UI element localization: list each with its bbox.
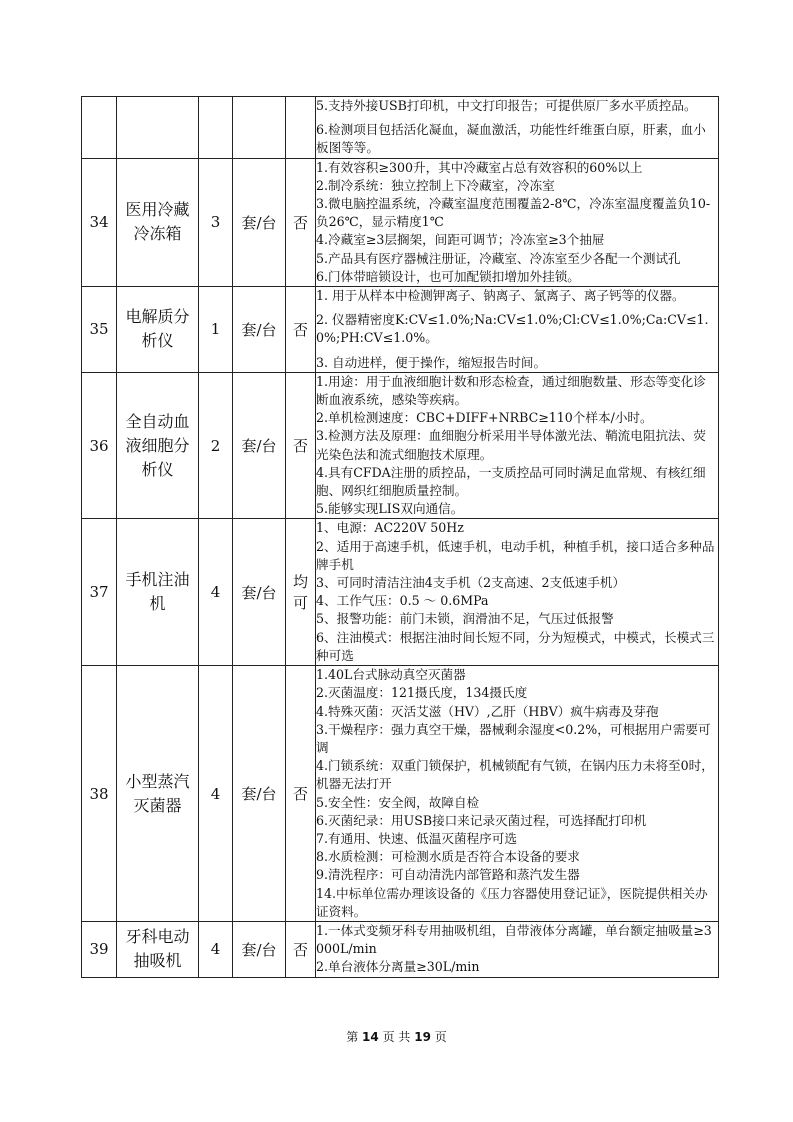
device-name-cell — [117, 921, 199, 977]
spec-cell — [316, 921, 719, 977]
quantity-cell — [199, 287, 233, 373]
spec-item: 4.门锁系统：双重门锁保护，机械锁配有气锁，在锅内压力未将至0时，机器无法打开 — [316, 758, 714, 792]
spec-item: 4、工作气压：0.5 ～ 0.6MPa — [316, 593, 489, 609]
table-row — [82, 287, 719, 373]
device-name: 手机注油机 — [125, 570, 190, 614]
footer-middle: 页 共 — [382, 1030, 411, 1044]
quantity: 4 — [210, 940, 221, 959]
import-allowed-cell — [286, 287, 316, 373]
table-body — [82, 97, 719, 978]
row-number: 35 — [89, 320, 109, 339]
spec-item: 14.中标单位需办理该设备的《压力容器使用登记证》，医院提供相关办证资料。 — [316, 885, 708, 919]
row-number: 38 — [89, 784, 109, 803]
spec-cell — [316, 97, 719, 159]
table-row — [82, 372, 719, 519]
footer-suffix: 页 — [434, 1030, 447, 1044]
unit-cell — [233, 519, 286, 666]
spec-item: 4.特殊灭菌：灭活艾滋（HV）,乙肝（HBV）疯牛病毒及芽孢 — [316, 703, 659, 719]
import-allowed: 否 — [292, 213, 308, 232]
row-number: 36 — [89, 436, 109, 455]
spec-item: 5.支持外接USB打印机，中文打印报告；可提供原厂多水平质控品。 — [316, 98, 697, 113]
footer-total-pages: 19 — [414, 1030, 431, 1044]
spec-item: 2.单台液体分离量≥30L/min — [316, 959, 480, 975]
spec-item: 4.冷藏室≥3层搁架，间距可调节；冷冻室≥3个抽屉 — [316, 232, 605, 248]
unit: 套/台 — [241, 785, 277, 804]
spec-item: 4.具有CFDA注册的质控品，一支质控品可同时满足血常规、有核红细胞、网织红细胞质量控制。 — [316, 464, 706, 499]
row-number-cell — [82, 97, 117, 159]
spec-item: 1、电源：AC220V 50Hz — [316, 520, 464, 536]
import-allowed-cell — [286, 519, 316, 666]
import-allowed-cell — [286, 158, 316, 286]
page-footer — [0, 1028, 793, 1045]
spec-item: 3.检测方法及原理：血细胞分析采用半导体激光法、鞘流电阻抗法、荧光染色法和流式细胞技术原理。 — [316, 428, 706, 462]
footer-prefix: 第 — [346, 1030, 359, 1044]
spec-item: 6、注油模式：根据注油时间长短不同，分为短模式，中模式，长模式三种可选 — [316, 629, 715, 663]
device-name-cell — [117, 519, 199, 666]
quantity-cell — [199, 97, 233, 159]
device-name: 小型蒸汽灭菌器 — [125, 771, 190, 815]
spec-cell — [316, 287, 719, 373]
unit: 套/台 — [241, 320, 277, 339]
table-row — [82, 519, 719, 666]
quantity-cell — [199, 372, 233, 519]
unit-cell — [233, 287, 286, 373]
spec-item: 1. 用于从样本中检测钾离子、钠离子、氯离子、离子钙等的仪器。 — [316, 288, 685, 304]
table-row — [82, 666, 719, 922]
import-allowed-cell — [286, 666, 316, 922]
spec-item: 6.灭菌纪录：用USB接口来记录灭菌过程，可选择配打印机 — [316, 812, 647, 828]
row-number-cell — [82, 158, 117, 286]
import-allowed-cell — [286, 921, 316, 977]
spec-cell — [316, 666, 719, 922]
spec-item: 9.清洗程序：可自动清洗内部管路和蒸汽发生器 — [316, 867, 580, 883]
row-number: 34 — [89, 213, 109, 232]
spec-item: 2.制冷系统：独立控制上下冷藏室，冷冻室 — [316, 177, 555, 193]
device-name-cell — [117, 158, 199, 286]
spec-item: 3. 自动进样，便于操作，缩短报告时间。 — [316, 354, 547, 370]
footer-page-number: 14 — [362, 1030, 379, 1044]
spec-cell — [316, 372, 719, 519]
quantity: 4 — [210, 583, 221, 602]
spec-item: 5.产品具有医疗器械注册证，冷藏室、冷冻室至少各配一个测试孔 — [316, 250, 681, 266]
row-number-cell — [82, 921, 117, 977]
spec-item: 2.灭菌温度：121摄氏度，134摄氏度 — [316, 685, 528, 701]
row-number: 39 — [89, 940, 109, 959]
device-name: 医用冷藏冷冻箱 — [125, 200, 190, 244]
quantity-cell — [199, 921, 233, 977]
spec-item: 3.干燥程序：强力真空干燥，器械剩余湿度<0.2%，可根据用户需要可调 — [316, 721, 711, 755]
equipment-spec-table — [81, 96, 719, 978]
unit-cell — [233, 97, 286, 159]
table-row — [82, 921, 719, 977]
device-name-cell — [117, 287, 199, 373]
spec-item: 8.水质检测：可检测水质是否符合本设备的要求 — [316, 849, 580, 865]
quantity-cell — [199, 666, 233, 922]
spec-item: 2、适用于高速手机，低速手机，电动手机，种植手机，接口适合多种品牌手机 — [316, 538, 715, 572]
unit: 套/台 — [241, 940, 277, 959]
row-number-cell — [82, 519, 117, 666]
import-allowed: 否 — [292, 320, 308, 339]
unit-cell — [233, 372, 286, 519]
spec-item: 5.能够实现LIS双向通信。 — [316, 501, 464, 517]
spec-cell — [316, 158, 719, 286]
device-name-cell — [117, 372, 199, 519]
spec-item: 3.微电脑控温系统，冷藏室温度范围覆盖2-8℃，冷冻室温度覆盖负10-负26℃，显示精度1℃ — [316, 196, 711, 230]
import-allowed: 否 — [292, 940, 308, 959]
spec-cell — [316, 519, 719, 666]
spec-item: 1.用途：用于血液细胞计数和形态检查，通过细胞数量、形态等变化诊断血液系统，感染等疾病。 — [316, 373, 706, 408]
device-name: 牙科电动抽吸机 — [125, 927, 190, 971]
spec-item: 1.40L台式脉动真空灭菌器 — [316, 667, 466, 683]
spec-item: 2. 仪器精密度K:CV≤1.0%;Na:CV≤1.0%;Cl:CV≤1.0%;Ca:CV≤1.0%;PH:CV≤1.0%。 — [316, 312, 709, 346]
spec-item: 1.有效容积≥300升，其中冷藏室占总有效容积的60%以上 — [316, 159, 643, 175]
import-allowed: 否 — [292, 785, 308, 804]
spec-item: 3、可同时清洁注油4支手机（2支高速、2支低速手机） — [316, 575, 626, 591]
quantity: 3 — [210, 213, 221, 232]
unit: 套/台 — [241, 213, 277, 232]
quantity-cell — [199, 519, 233, 666]
unit-cell — [233, 158, 286, 286]
table-row — [82, 158, 719, 286]
row-number-cell — [82, 666, 117, 922]
device-name: 全自动血液细胞分析仪 — [125, 411, 190, 479]
spec-item: 6.门体带暗锁设计，也可加配锁扣增加外挂锁。 — [316, 268, 580, 284]
unit-cell — [233, 921, 286, 977]
spec-item: 7.有通用、快速、低温灭菌程序可选 — [316, 830, 517, 846]
unit: 套/台 — [241, 583, 277, 602]
device-name-cell — [117, 97, 199, 159]
quantity-cell — [199, 158, 233, 286]
spec-item: 5、报警功能：前门未锁，润滑油不足，气压过低报警 — [316, 611, 614, 627]
unit: 套/台 — [241, 437, 277, 456]
row-number-cell — [82, 287, 117, 373]
quantity: 1 — [210, 320, 221, 339]
device-name: 电解质分析仪 — [125, 307, 190, 351]
spec-item: 1.一体式变频牙科专用抽吸机组，自带液体分离罐，单台额定抽吸量≥3000L/min — [316, 922, 712, 957]
row-number-cell — [82, 372, 117, 519]
import-allowed-cell — [286, 97, 316, 159]
table-row — [82, 97, 719, 159]
device-name-cell — [117, 666, 199, 922]
quantity: 4 — [210, 784, 221, 803]
quantity: 2 — [210, 436, 221, 455]
import-allowed-cell — [286, 372, 316, 519]
unit-cell — [233, 666, 286, 922]
spec-item: 6.检测项目包括活化凝血，凝血激活，功能性纤维蛋白原，肝素，血小板图等等。 — [316, 122, 706, 156]
import-allowed: 否 — [292, 437, 308, 456]
row-number: 37 — [89, 583, 109, 602]
spec-item: 2.单机检测速度：CBC+DIFF+NRBC≥110个样本/小时。 — [316, 410, 653, 426]
spec-item: 5.安全性：安全阀，故障自检 — [316, 794, 480, 810]
import-allowed: 均可 — [292, 573, 308, 613]
